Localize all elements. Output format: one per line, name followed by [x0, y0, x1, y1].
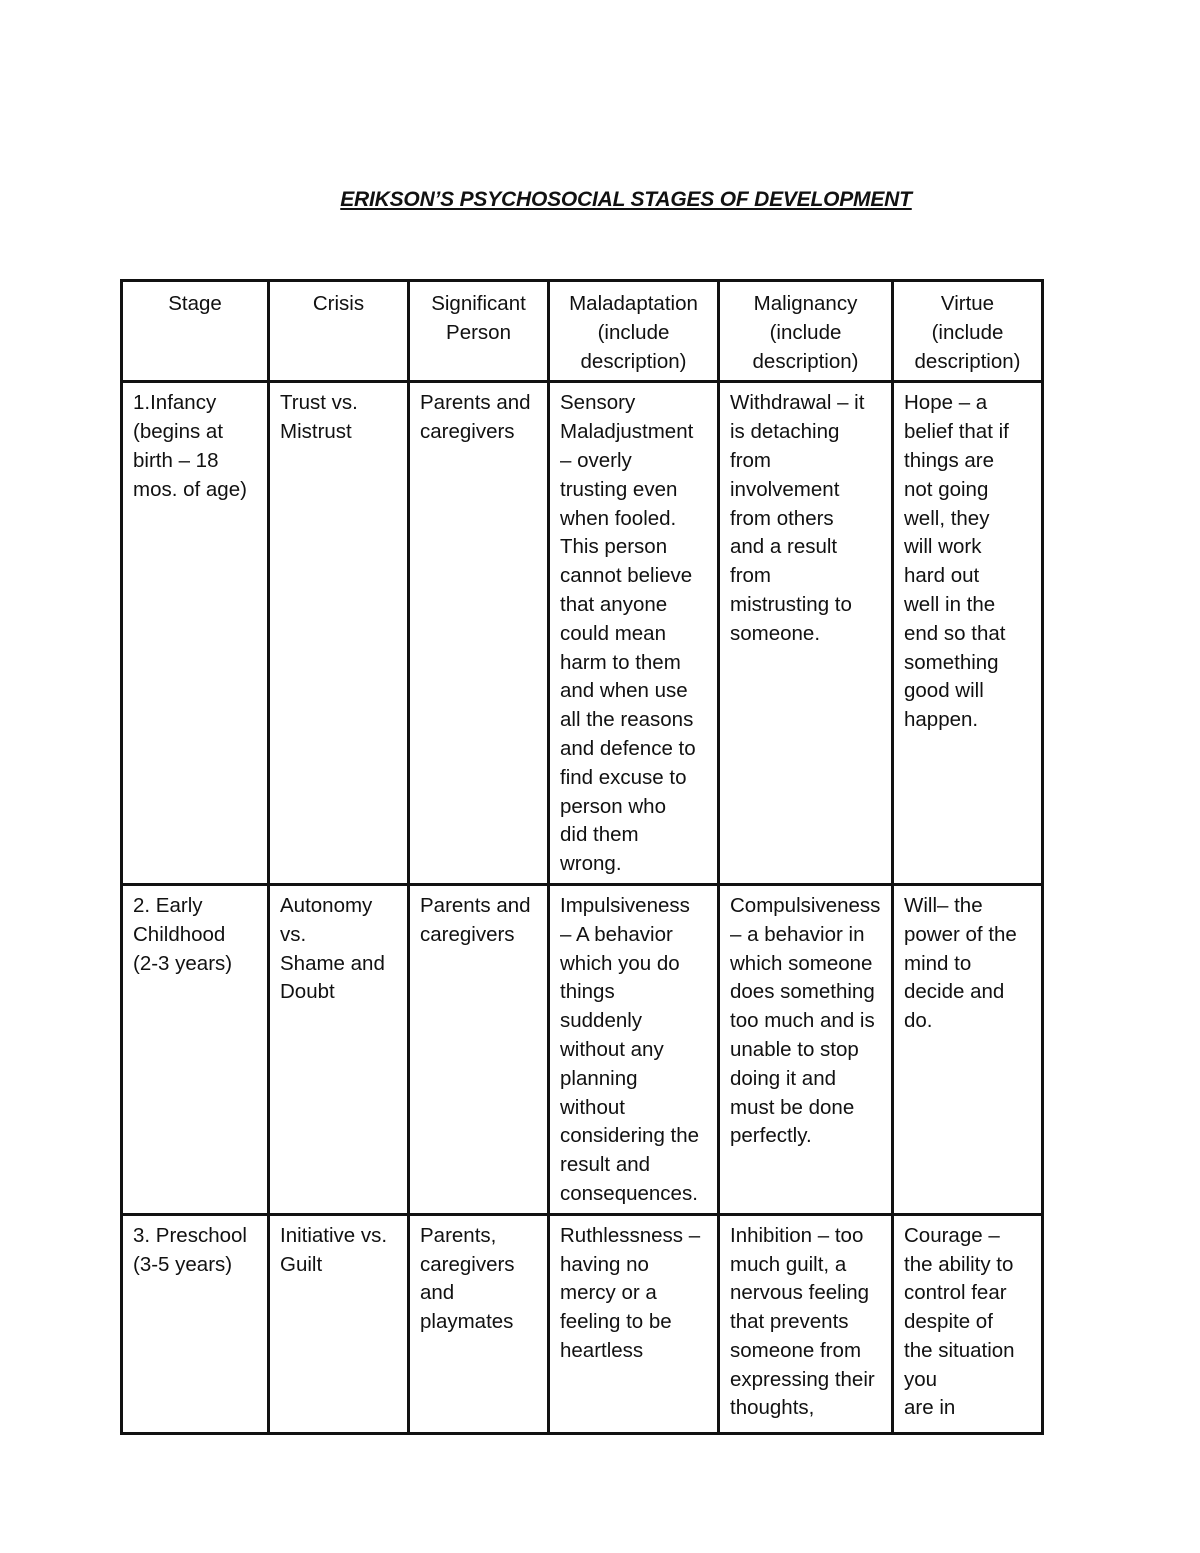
- stages-table: [120, 279, 1044, 1435]
- cell-crisis: Initiative vs. Guilt: [269, 1214, 409, 1433]
- document-title: ERIKSON’S PSYCHOSOCIAL STAGES OF DEVELOPMENT: [340, 188, 912, 211]
- cell-malignancy: Inhibition – too much guilt, a nervous feeling that prevents someone from expressing their thoughts,: [719, 1214, 893, 1433]
- header-significant-person: Significant Person: [409, 281, 549, 382]
- cell-significant-person: Parents and caregivers: [409, 382, 549, 885]
- table-row: [122, 884, 1043, 1214]
- table-row: [122, 1214, 1043, 1433]
- cell-virtue: Will– the power of the mind to decide and do.: [893, 884, 1043, 1214]
- header-maladaptation: Maladaptation (include description): [549, 281, 719, 382]
- header-malignancy: Malignancy (include description): [719, 281, 893, 382]
- cell-maladaptation: Sensory Maladjustment – overly trusting even when fooled. This person cannot believe that anyone could mean harm to them and when use all the reasons and defence to find excuse to person who did them wrong.: [549, 382, 719, 885]
- cell-malignancy: Compulsiveness – a behavior in which someone does something too much and is unable to stop doing it and must be done perfectly.: [719, 884, 893, 1214]
- header-stage: Stage: [122, 281, 269, 382]
- cell-maladaptation: Ruthlessness – having no mercy or a feeling to be heartless: [549, 1214, 719, 1433]
- cell-significant-person: Parents and caregivers: [409, 884, 549, 1214]
- cell-stage: 3. Preschool (3-5 years): [122, 1214, 269, 1433]
- cell-stage: 2. Early Childhood (2-3 years): [122, 884, 269, 1214]
- cell-crisis: Autonomy vs. Shame and Doubt: [269, 884, 409, 1214]
- cell-significant-person: Parents, caregivers and playmates: [409, 1214, 549, 1433]
- cell-crisis: Trust vs. Mistrust: [269, 382, 409, 885]
- table-row: [122, 382, 1043, 885]
- header-virtue: Virtue (include description): [893, 281, 1043, 382]
- cell-maladaptation: Impulsiveness – A behavior which you do things suddenly without any planning without considering the result and consequences.: [549, 884, 719, 1214]
- cell-virtue: Hope – a belief that if things are not going well, they will work hard out well in the end so that something good will happen.: [893, 382, 1043, 885]
- table-header-row: [122, 281, 1043, 382]
- cell-stage: 1.Infancy (begins at birth – 18 mos. of age): [122, 382, 269, 885]
- cell-virtue: Courage – the ability to control fear despite of the situation you are in: [893, 1214, 1043, 1433]
- cell-malignancy: Withdrawal – it is detaching from involvement from others and a result from mistrusting to someone.: [719, 382, 893, 885]
- header-crisis: Crisis: [269, 281, 409, 382]
